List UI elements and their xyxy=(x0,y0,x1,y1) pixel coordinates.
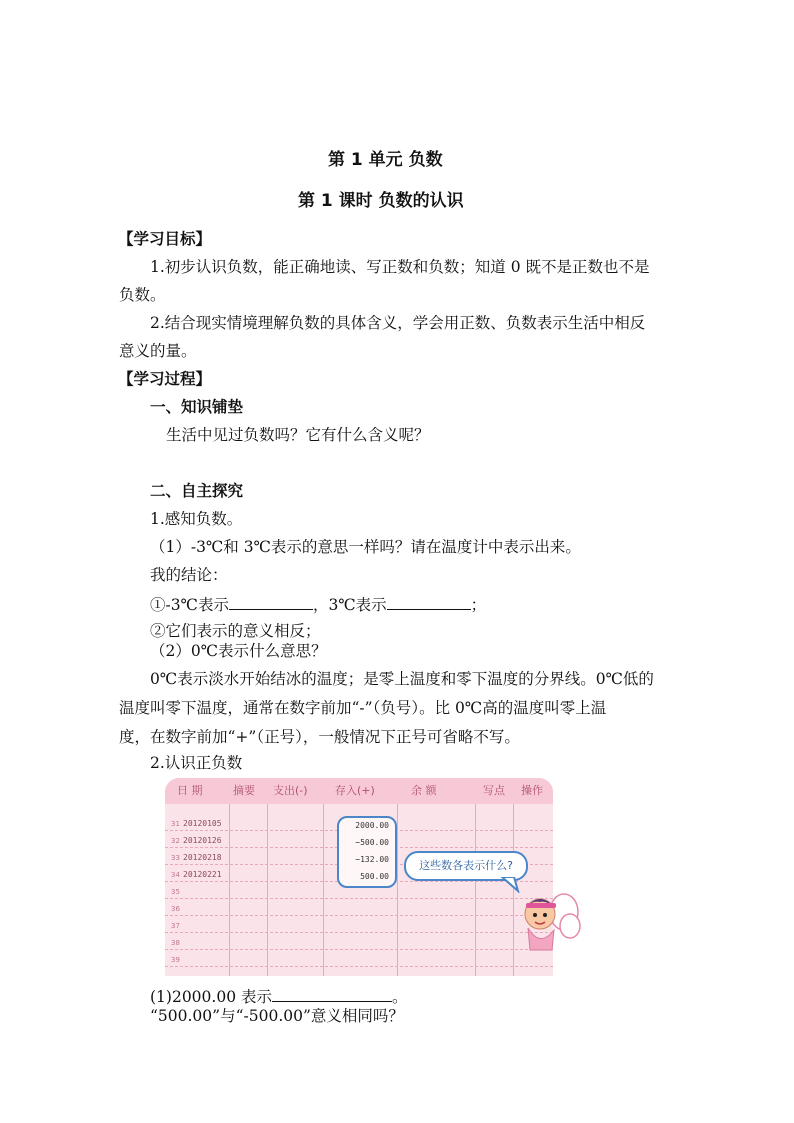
row-divider xyxy=(165,966,553,967)
unit-title: 第 1 单元 负数 xyxy=(328,150,443,170)
section-2-heading: 二、自主探究 xyxy=(150,482,244,500)
conclusion-1-text-b: ，3℃表示 xyxy=(312,596,387,614)
part-1-heading: 1.感知负数。 xyxy=(150,510,243,528)
conclusion-label: 我的结论： xyxy=(150,566,228,584)
row-number: 33 xyxy=(171,854,180,862)
row-number: 37 xyxy=(171,922,180,930)
deposit-amount: 2000.00 xyxy=(355,821,389,830)
header-note: 写点 xyxy=(483,784,505,797)
entry-date: 20120218 xyxy=(183,853,222,862)
row-number: 34 xyxy=(171,871,180,879)
answer-blank-3[interactable] xyxy=(272,985,392,1002)
process-heading: 【学习过程】 xyxy=(118,370,212,388)
amount-highlight-box xyxy=(337,816,397,888)
answer-blank-1[interactable] xyxy=(229,593,313,610)
question-4: “500.00”与“-500.00”意义相同吗？ xyxy=(150,1007,404,1025)
conclusion-1-text-a: ①-3℃表示 xyxy=(150,596,229,614)
row-number: 32 xyxy=(171,837,180,845)
explanation-line-1: 0℃表示淡水开始结冰的温度；是零上温度和零下温度的分界线。0℃低的 xyxy=(150,670,654,688)
goal-1-line-1: 1.初步认识负数，能正确地读、写正数和负数；知道 0 既不是正数也不是 xyxy=(150,258,650,276)
row-number: 35 xyxy=(171,888,180,896)
speech-bubble: 这些数各表示什么? xyxy=(404,851,528,881)
question-3 xyxy=(150,985,408,1007)
conclusion-1-text-c: ； xyxy=(470,596,487,614)
row-divider xyxy=(165,915,553,916)
cartoon-angel-icon xyxy=(512,884,582,954)
goal-2-line-2: 意义的量。 xyxy=(119,342,197,360)
row-divider xyxy=(165,949,553,950)
goal-2-line-1: 2.结合现实情境理解负数的具体含义，学会用正数、负数表示生活中相反 xyxy=(150,314,646,332)
deposit-amount: −500.00 xyxy=(355,838,389,847)
entry-date: 20120221 xyxy=(183,870,222,879)
deposit-amount: −132.00 xyxy=(355,855,389,864)
goal-1-line-2: 负数。 xyxy=(119,286,166,304)
explanation-line-2: 温度叫零下温度，通常在数字前加“-”（负号）。比 0℃高的温度叫零上温 xyxy=(119,699,607,717)
entry-date: 20120126 xyxy=(183,836,222,845)
question-3-text-a: (1)2000.00 表示 xyxy=(150,988,272,1006)
goals-heading: 【学习目标】 xyxy=(118,230,212,248)
question-2: （2）0℃表示什么意思？ xyxy=(150,642,327,660)
row-number: 31 xyxy=(171,820,180,828)
explanation-line-3: 度，在数字前加“+”（正号），一般情况下正号可省略不写。 xyxy=(119,728,520,746)
part-2-heading: 2.认识正负数 xyxy=(150,754,243,772)
row-divider xyxy=(165,932,553,933)
header-balance: 余 额 xyxy=(411,784,437,797)
section-1-heading: 一、知识铺垫 xyxy=(150,398,244,416)
lesson-title: 第 1 课时 负数的认识 xyxy=(298,191,464,211)
header-summary: 摘要 xyxy=(233,784,255,797)
header-operator: 操作 xyxy=(521,784,543,797)
conclusion-2: ②它们表示的意义相反； xyxy=(150,622,321,640)
answer-blank-2[interactable] xyxy=(387,593,471,610)
entry-date: 20120105 xyxy=(183,819,222,828)
section-1-question: 生活中见过负数吗？它有什么含义呢？ xyxy=(166,426,430,444)
passbook-header-row xyxy=(165,778,553,804)
deposit-amount: 500.00 xyxy=(360,872,389,881)
header-date: 日 期 xyxy=(177,784,203,797)
row-number: 38 xyxy=(171,939,180,947)
question-1: （1）-3℃和 3℃表示的意思一样吗？请在温度计中表示出来。 xyxy=(150,538,581,556)
header-deposit: 存入(+) xyxy=(335,784,375,797)
row-number: 39 xyxy=(171,956,180,964)
header-withdraw: 支出(-) xyxy=(273,784,308,797)
row-number: 36 xyxy=(171,905,180,913)
conclusion-1 xyxy=(150,593,486,615)
question-3-text-b: 。 xyxy=(391,988,408,1006)
row-divider xyxy=(165,898,553,899)
